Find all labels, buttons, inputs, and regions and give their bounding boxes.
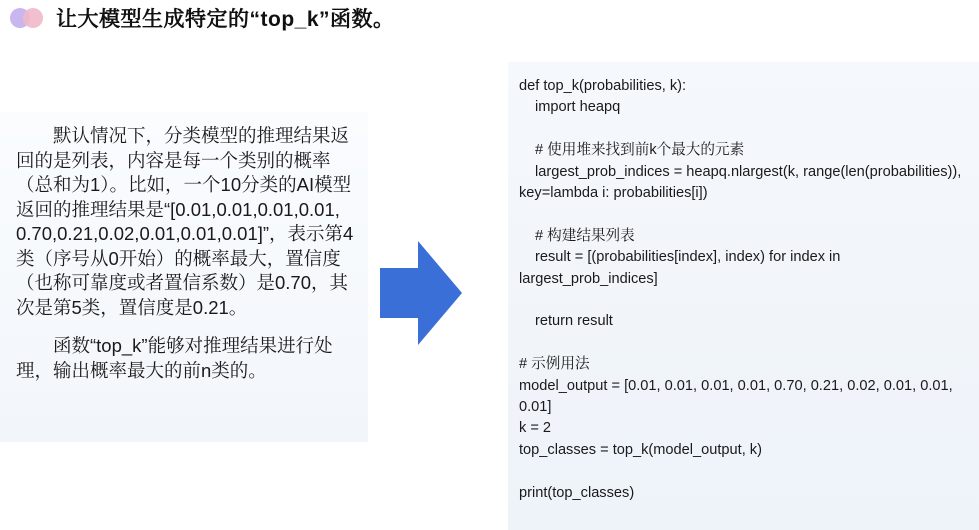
code-line: result = [(probabilities[index], index) for index in largest_prob_indices]: [519, 249, 845, 287]
description-paragraph-1: 默认情况下，分类模型的推理结果返回的是列表，内容是每一个类别的概率（总和为1）。比如，一个10分类的AI模型返回的推理结果是“[0.01,0.01,0.01,0.01,0.70,0.21,0.02,0.01,0.01,0.01]”，表示第4类（序号从0开始）的概率最大，置信度（也称可靠度或者置信系数）是0.70，其次是第5类，置信度是0.21。: [16, 125, 354, 318]
title-bar: [10, 4, 395, 32]
code-line: largest_prob_indices = heapq.nlargest(k, range(len(probabilities)), key=lambda i: probabilities[i]): [519, 163, 966, 202]
slide-title: 让大模型生成特定的“top_k”函数。: [56, 8, 395, 31]
code-line: top_classes = top_k(model_output, k): [519, 441, 762, 458]
code-comment: # 使用堆来找到前k个最大的元素: [535, 142, 745, 159]
logo-circles-icon: [10, 8, 44, 28]
code-block: [519, 76, 971, 504]
code-line: model_output = [0.01, 0.01, 0.01, 0.01, 0.70, 0.21, 0.02, 0.01, 0.01, 0.01]: [519, 377, 957, 416]
right-arrow-icon: [380, 241, 462, 345]
code-comment: # 示例用法: [519, 356, 590, 373]
code-line: k = 2: [519, 420, 552, 437]
code-line: def top_k(probabilities, k):: [519, 78, 687, 94]
code-line: import heapq: [535, 99, 621, 116]
code-comment: # 构建结果列表: [535, 227, 635, 244]
description-paragraph-2: 函数“top_k”能够对推理结果进行处理，输出概率最大的前n类的。: [16, 335, 333, 381]
description-text: [16, 124, 354, 397]
code-line: print(top_classes): [519, 484, 635, 501]
code-line: return result: [535, 313, 613, 330]
